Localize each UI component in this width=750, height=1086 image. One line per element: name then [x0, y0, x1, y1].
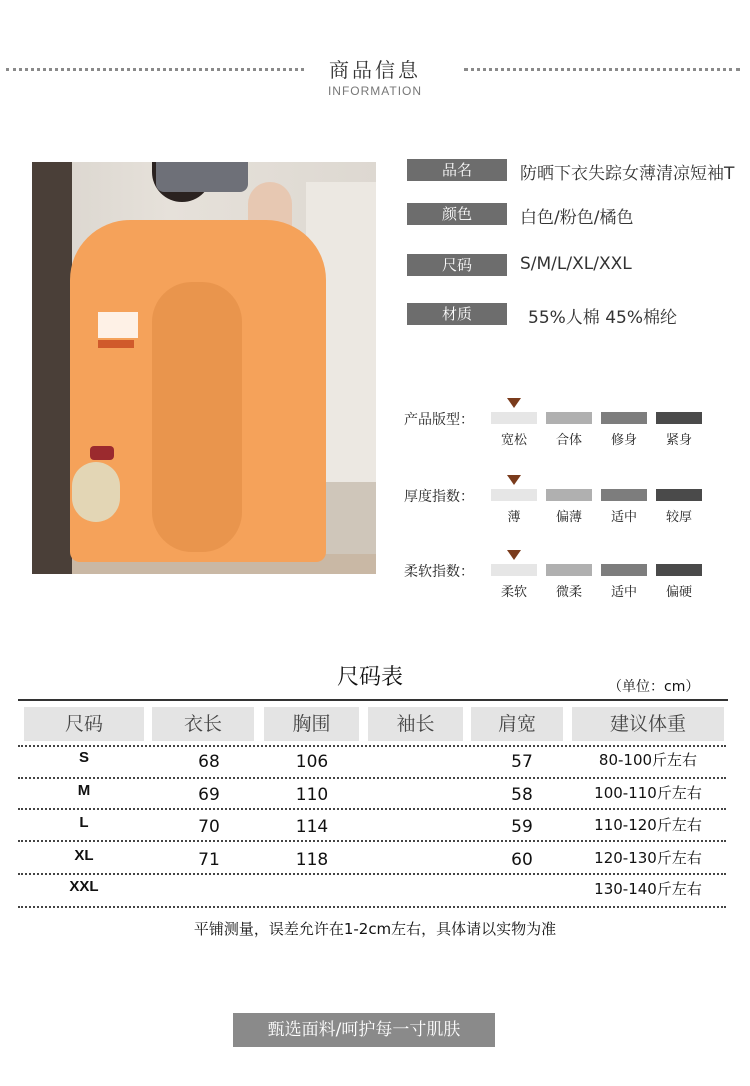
header-divider-left: [6, 68, 304, 71]
scale-option-label: 宽松: [500, 433, 527, 448]
selected-marker-icon: [507, 550, 521, 560]
cell-shoulder: 57: [511, 752, 533, 772]
scale-bar: [491, 489, 537, 501]
scale-bar: [491, 564, 537, 576]
scale-option-label: 柔软: [500, 585, 527, 600]
scale-bar: [546, 412, 592, 424]
cell-shoulder: 59: [511, 817, 533, 837]
cell-size: L: [79, 814, 89, 831]
scale-bar: [656, 412, 702, 424]
scale-bar: [656, 489, 702, 501]
scale-label: 柔软指数：: [404, 564, 474, 580]
scale-bar: [656, 564, 702, 576]
section-subtitle: INFORMATION: [327, 84, 423, 98]
section-title: 商品信息: [329, 58, 421, 82]
scale-option-label: 偏薄: [555, 510, 582, 525]
scale-option-label: 紧身: [665, 433, 692, 448]
scale-bar: [601, 412, 647, 424]
photo-background-door: [32, 162, 72, 574]
scale-bar: [491, 412, 537, 424]
col-header-size: 尺码: [24, 707, 144, 741]
row-divider: [18, 808, 726, 810]
scale-option-label: 修身: [610, 433, 637, 448]
cell-shoulder: 58: [511, 785, 533, 805]
header-divider-right: [464, 68, 740, 71]
size-table-title: 尺码表: [336, 665, 403, 690]
info-label-material: 材质: [407, 303, 507, 325]
info-label-color: 颜色: [407, 203, 507, 225]
footer-banner: 甄选面料/呵护每一寸肌肤: [233, 1013, 495, 1047]
col-header-sleeve: 袖长: [368, 707, 463, 741]
tshirt-print-stripe: [98, 340, 134, 348]
cell-chest: 106: [295, 752, 329, 772]
cell-shoulder: 60: [511, 850, 533, 870]
cell-length: 69: [198, 785, 220, 805]
cell-weight: 110-120斤左右: [594, 816, 702, 834]
row-divider: [18, 906, 726, 908]
col-header-length: 衣长: [152, 707, 254, 741]
scale-option-label: 偏硬: [665, 585, 692, 600]
row-divider: [18, 873, 726, 875]
cell-length: 70: [198, 817, 220, 837]
size-table-top-rule: [18, 699, 728, 701]
cell-size: XL: [74, 847, 94, 864]
selected-marker-icon: [507, 475, 521, 485]
cell-size: M: [77, 782, 91, 799]
scale-bar: [601, 489, 647, 501]
scale-bar: [601, 564, 647, 576]
measurement-note: 平铺测量，误差允许在1-2cm左右，具体请以实物为准: [193, 920, 557, 938]
cell-weight: 120-130斤左右: [594, 849, 702, 867]
row-divider: [18, 745, 726, 747]
scale-option-label: 薄: [507, 510, 521, 525]
info-value-material: 55%人棉 45%棉纶: [528, 308, 677, 328]
col-header-chest: 胸围: [264, 707, 359, 741]
info-value-color: 白色/粉色/橘色: [520, 208, 634, 228]
row-divider: [18, 840, 726, 842]
scale-option-label: 合体: [555, 433, 582, 448]
scale-bar: [546, 564, 592, 576]
scale-option-label: 较厚: [665, 510, 692, 525]
cell-size: XXL: [69, 878, 99, 895]
info-value-size: S/M/L/XL/XXL: [520, 254, 632, 274]
scale-label: 产品版型：: [404, 412, 474, 428]
row-divider: [18, 777, 726, 779]
cell-chest: 118: [295, 850, 329, 870]
info-value-name: 防晒下衣失踪女薄清凉短袖T: [520, 164, 735, 184]
info-label-size: 尺码: [407, 254, 507, 276]
cell-weight: 130-140斤左右: [594, 880, 702, 898]
info-label-name: 品名: [407, 159, 507, 181]
cell-chest: 110: [295, 785, 329, 805]
size-table-unit: （单位：cm）: [608, 679, 700, 695]
cell-length: 68: [198, 752, 220, 772]
scale-option-label: 适中: [610, 510, 637, 525]
wrist-watch: [90, 446, 114, 460]
scale-label: 厚度指数：: [404, 489, 474, 505]
selected-marker-icon: [507, 398, 521, 408]
scale-option-label: 适中: [610, 585, 637, 600]
photo-phone: [156, 162, 248, 192]
cell-chest: 114: [295, 817, 329, 837]
scale-bar: [546, 489, 592, 501]
cell-weight: 100-110斤左右: [594, 784, 702, 802]
cell-size: S: [78, 749, 89, 766]
tshirt-fold-shadow: [152, 282, 242, 552]
cell-length: 71: [198, 850, 220, 870]
col-header-weight: 建议体重: [572, 707, 724, 741]
col-header-shoulder: 肩宽: [471, 707, 563, 741]
product-photo: [32, 162, 376, 574]
scale-option-label: 微柔: [555, 585, 582, 600]
tshirt-print: [98, 312, 138, 338]
cell-weight: 80-100斤左右: [598, 751, 698, 769]
straw-bag: [72, 462, 120, 522]
